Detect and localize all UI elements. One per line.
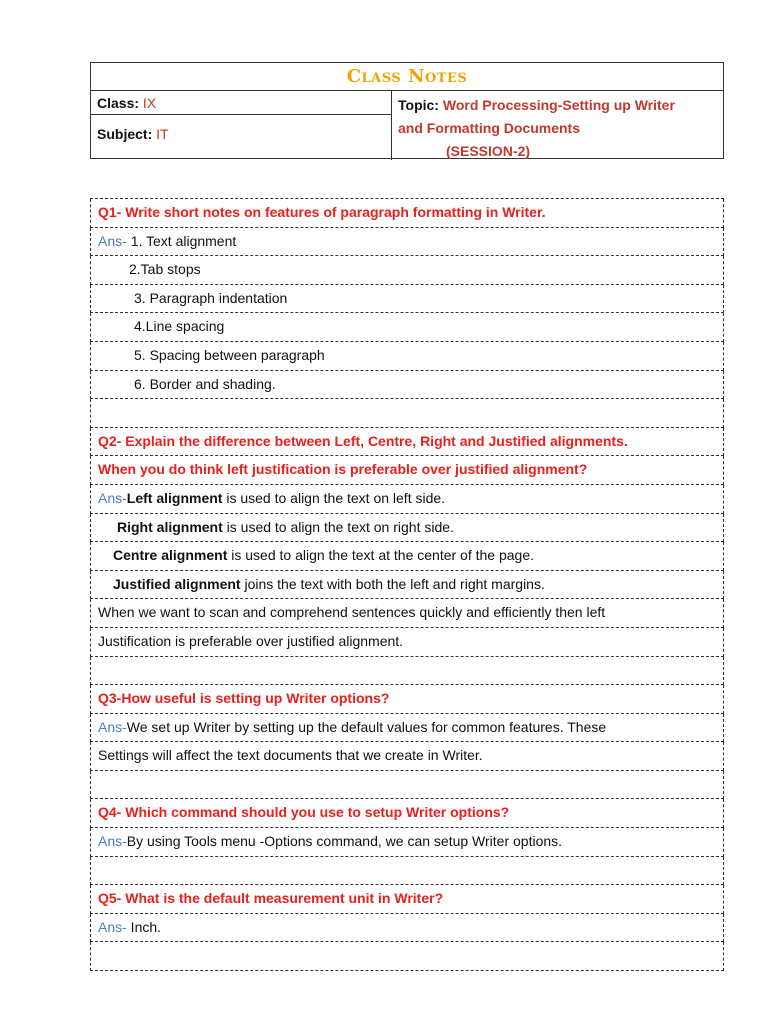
class-value: IX [142, 95, 157, 111]
q2-question-line-2: When you do think left justification is preferable over justified alignment? [90, 456, 724, 485]
q2-question-line-1: Q2- Explain the difference between Left, Centre, Right and Justified alignments. [90, 428, 724, 457]
answer-prefix: Ans- [98, 918, 127, 935]
q3-answer-line-2: Settings will affect the text documents that we create in Writer. [90, 742, 724, 771]
q4-question: Q4- Which command should you use to setup Writer options? [90, 799, 724, 828]
class-cell [91, 91, 391, 115]
blank-row [90, 399, 724, 428]
info-left-column [91, 91, 392, 160]
subject-label: Subject: [97, 126, 153, 142]
q1-item-4: 4.Line spacing [90, 313, 724, 342]
class-label: Class: [97, 95, 140, 111]
subject-value: IT [156, 126, 169, 142]
q2-right-row [90, 514, 724, 543]
answer-prefix: Ans- [98, 489, 127, 506]
topic-label: Topic: [398, 97, 439, 113]
topic-line-2: and Formatting Documents [398, 120, 581, 136]
q1-item-3: 3. Paragraph indentation [90, 285, 724, 314]
centre-alignment-term: Centre alignment [113, 547, 228, 564]
notes-table [90, 198, 724, 971]
info-grid [91, 91, 723, 160]
blank-row [90, 771, 724, 800]
q1-item-2: 2.Tab stops [90, 256, 724, 285]
q1-question: Q1- Write short notes on features of paragraph formatting in Writer. [90, 199, 724, 228]
q5-answer-text: Inch. [126, 918, 162, 935]
page-title: Class Notes [91, 63, 723, 91]
centre-alignment-text: is used to align the text at the center of the page. [227, 547, 535, 564]
q1-item-6: 6. Border and shading. [90, 371, 724, 400]
q2-left-row [90, 485, 724, 514]
q3-question: Q3-How useful is setting up Writer options? [90, 685, 724, 714]
q1-item-1: 1. Text alignment [130, 232, 237, 249]
answer-prefix: Ans- [98, 232, 127, 249]
q2-centre-row [90, 542, 724, 571]
justified-alignment-term: Justified alignment [113, 575, 241, 592]
q2-para-line-2: Justification is preferable over justified alignment. [90, 628, 724, 657]
answer-prefix: Ans- [98, 833, 127, 850]
q5-question: Q5- What is the default measurement unit in Writer? [90, 885, 724, 914]
q1-item-5: 5. Spacing between paragraph [90, 342, 724, 371]
topic-line-1: Word Processing-Setting up Writer [442, 97, 675, 113]
topic-cell [392, 91, 723, 166]
q2-justified-row [90, 571, 724, 600]
justified-alignment-text: joins the text with both the left and right margins. [240, 575, 545, 592]
q4-answer-text: By using Tools menu -Options command, we can setup Writer options. [126, 833, 563, 850]
answer-prefix: Ans- [98, 718, 127, 735]
blank-row [90, 657, 724, 686]
right-alignment-term: Right alignment [117, 518, 223, 535]
blank-row [90, 857, 724, 886]
q5-answer-row [90, 914, 724, 943]
q1-answer-row-1 [90, 228, 724, 257]
q4-answer-row [90, 828, 724, 857]
session-label: (SESSION-2) [446, 143, 531, 159]
left-alignment-term: Left alignment [126, 489, 223, 506]
class-notes-header [90, 62, 724, 159]
subject-cell [91, 115, 391, 159]
q2-para-line-1: When we want to scan and comprehend sentences quickly and efficiently then left [90, 599, 724, 628]
q3-answer-line-1 [90, 714, 724, 743]
left-alignment-text: is used to align the text on left side. [222, 489, 446, 506]
right-alignment-text: is used to align the text on right side. [222, 518, 454, 535]
blank-row [90, 942, 724, 971]
q3-answer-text-1: We set up Writer by setting up the default values for common features. These [126, 718, 607, 735]
